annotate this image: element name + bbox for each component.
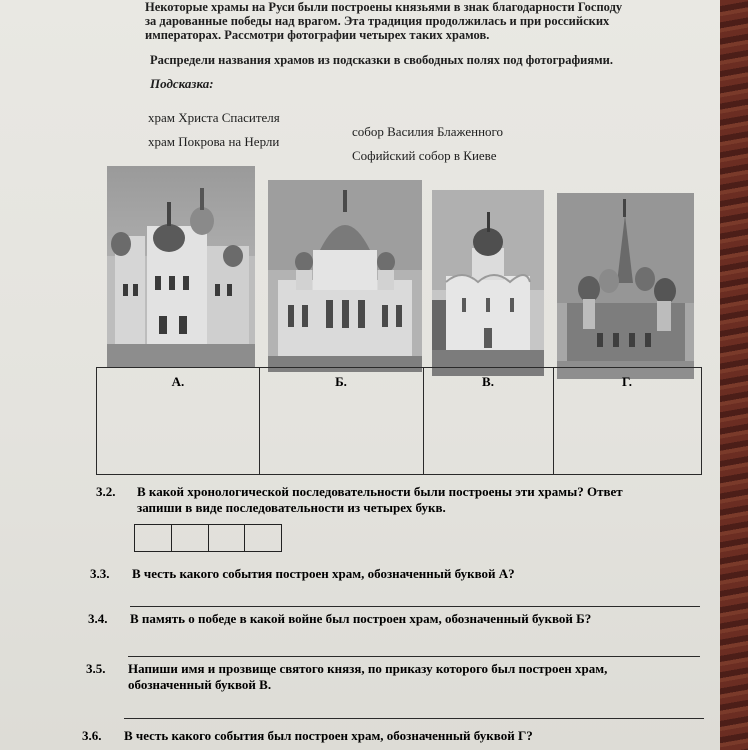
sequence-cell[interactable] bbox=[245, 525, 281, 551]
question-text bbox=[128, 661, 708, 693]
answer-line[interactable] bbox=[124, 718, 704, 719]
intro-text bbox=[145, 0, 705, 42]
question-line: запиши в виде последовательности из четырех букв. bbox=[137, 500, 446, 515]
column-label: Б. bbox=[335, 374, 347, 389]
answer-cell-g[interactable] bbox=[553, 368, 701, 474]
answer-cell-a[interactable] bbox=[97, 368, 260, 474]
answer-cell-v[interactable] bbox=[423, 368, 554, 474]
sequence-cell[interactable] bbox=[172, 525, 209, 551]
question-number: 3.2. bbox=[96, 484, 116, 499]
sequence-cell[interactable] bbox=[135, 525, 172, 551]
question-number: 3.5. bbox=[86, 661, 106, 676]
question-text: В память о победе в какой войне был построен храм, обозначенный буквой Б? bbox=[130, 611, 592, 626]
answer-line[interactable] bbox=[128, 656, 700, 657]
hint-item: храм Христа Спасителя bbox=[148, 110, 280, 125]
answer-line[interactable] bbox=[130, 606, 700, 607]
answer-cell-b[interactable] bbox=[259, 368, 424, 474]
sofia-cathedral-photo bbox=[107, 166, 255, 368]
question-text bbox=[137, 484, 707, 516]
sequence-cell[interactable] bbox=[209, 525, 246, 551]
intro-line: за дарованные победы над врагом. Эта традиция продолжилась и при российских bbox=[145, 14, 610, 28]
hint-title: Подсказка: bbox=[150, 76, 214, 91]
intro-line: Некоторые храмы на Руси были построены князьями в знак благодарности Господу bbox=[145, 0, 623, 14]
sequence-answer-boxes[interactable] bbox=[134, 524, 282, 552]
question-number: 3.3. bbox=[90, 566, 110, 581]
carpet-background-right bbox=[720, 0, 748, 750]
hint-item: собор Василия Блаженного bbox=[352, 124, 504, 139]
question-text: В честь какого события был построен храм, обозначенный буквой Г? bbox=[124, 728, 533, 743]
intro-line: императорах. Рассмотри фотографии четырех таких храмов. bbox=[145, 28, 490, 42]
question-line: обозначенный буквой В. bbox=[128, 677, 272, 692]
column-label: В. bbox=[482, 374, 494, 389]
st-basil-cathedral-photo bbox=[557, 193, 694, 379]
instruction-text: Распредели названия храмов из подсказки в свободных полях под фотографиями. bbox=[150, 53, 613, 67]
question-number: 3.4. bbox=[88, 611, 108, 626]
hint-item: Софийский собор в Киеве bbox=[352, 148, 497, 163]
column-label: Г. bbox=[621, 374, 633, 389]
question-line: В какой хронологической последовательности были построены эти храмы? Ответ bbox=[137, 484, 623, 499]
intercession-nerl-photo bbox=[432, 190, 544, 376]
christ-saviour-cathedral-photo bbox=[268, 180, 422, 372]
question-number: 3.6. bbox=[82, 728, 102, 743]
hint-item: храм Покрова на Нерли bbox=[148, 134, 280, 149]
question-text: В честь какого события построен храм, обозначенный буквой А? bbox=[132, 566, 515, 581]
question-line: Напиши имя и прозвище святого князя, по приказу которого был построен храм, bbox=[128, 661, 608, 676]
answer-table bbox=[96, 367, 702, 475]
column-label: А. bbox=[171, 374, 185, 389]
